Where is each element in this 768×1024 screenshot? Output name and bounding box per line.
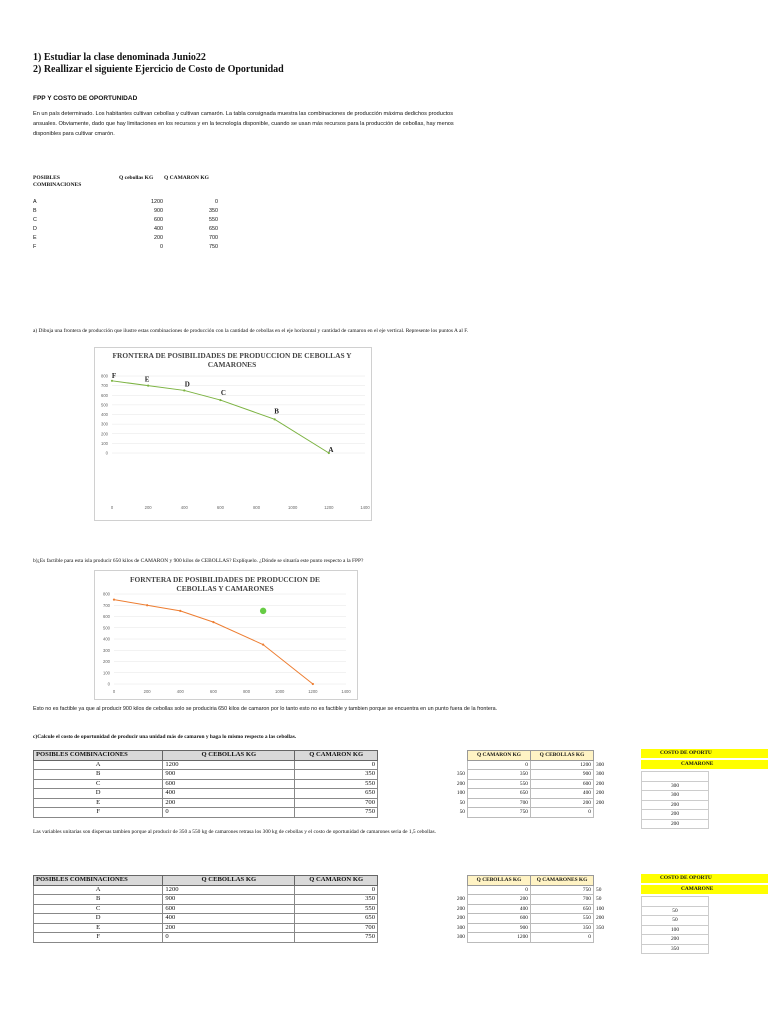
data-point — [312, 683, 314, 685]
cell-diff-right: 300 — [596, 771, 605, 778]
point-label: B — [274, 407, 279, 416]
question-b: b)¿Es factible para esta isla producir 650 kilos de CAMARON y 900 kilos de CEBOLLAS? Explíquelo. ¿Dónde se situaría este punto respecto a la FPP? — [33, 558, 364, 564]
cell-cebollas: 0 — [163, 808, 295, 818]
y-tick-label: 500 — [101, 402, 108, 408]
cell-camaron: 0 — [295, 885, 378, 895]
costo-2-table — [641, 896, 709, 954]
table-row — [34, 808, 378, 818]
y-tick-label: 300 — [101, 421, 108, 427]
cell-diff-left: 200 — [456, 905, 465, 912]
table-row — [34, 904, 378, 914]
point-label: F — [111, 371, 117, 380]
combo-header-cebollas: Q cebollas KG — [119, 175, 154, 181]
cell-diff-right: 200 — [596, 780, 605, 787]
table-2-header-camaron: Q CAMARON KG — [295, 876, 378, 886]
cell-combinacion: D — [34, 914, 163, 924]
table-row — [449, 789, 612, 799]
combo-row-label: B — [33, 208, 37, 214]
cell-diff-right — [594, 808, 613, 818]
cell-value-a: 650 — [468, 789, 531, 799]
point-label: A — [328, 446, 334, 454]
cell-value-b: 1200 — [531, 760, 594, 770]
table-row — [642, 800, 709, 810]
costo-1-title: COSTO DE OPORTU — [641, 749, 768, 758]
point-label: C — [220, 389, 226, 398]
combo-row-cebollas: 200 — [154, 235, 163, 241]
cell-value-a: 900 — [468, 923, 531, 933]
cell-value-a: 200 — [468, 895, 531, 905]
cell-camaron: 650 — [295, 789, 378, 799]
cell-camaron: 650 — [295, 914, 378, 924]
instruction-2: 2) Reallizar el siguiente Ejercicio de Costo de Oportunidad — [33, 64, 284, 75]
cell-value-a: 0 — [468, 885, 531, 895]
cell-combinacion: C — [34, 779, 163, 789]
y-tick-label: 600 — [101, 392, 108, 398]
cell-cebollas: 200 — [163, 923, 295, 933]
x-tick-label: 800 — [243, 689, 251, 694]
table-row — [449, 904, 612, 914]
y-tick-label: 100 — [101, 440, 108, 446]
point-label: D — [184, 380, 190, 389]
cell-cebollas: 900 — [163, 770, 295, 780]
y-tick-label: 0 — [107, 681, 110, 687]
combo-row-cebollas: 400 — [154, 226, 163, 232]
table-row — [34, 760, 378, 770]
cell-diff-left: 200 — [456, 915, 465, 922]
data-point — [113, 599, 115, 601]
cell-combinacion: E — [34, 923, 163, 933]
y-tick-label: 200 — [101, 431, 108, 437]
data-point — [146, 604, 148, 606]
cell-diff-left: 50 — [459, 799, 465, 806]
cell-value-b: 0 — [531, 808, 594, 818]
cell-costo: 350 — [642, 944, 709, 954]
table-row — [34, 933, 378, 943]
cell-costo: 300 — [642, 791, 709, 801]
x-tick-label: 1200 — [308, 689, 318, 694]
x-tick-label: 200 — [144, 505, 152, 510]
cell-diff-right: 50 — [596, 886, 602, 893]
cell-value-b: 900 — [531, 770, 594, 780]
cell-costo: 200 — [642, 935, 709, 945]
y-tick-label: 0 — [105, 450, 108, 456]
cell-value-a: 700 — [468, 798, 531, 808]
cell-camaron: 700 — [295, 798, 378, 808]
costo-1-sub: CAMARONE — [641, 760, 768, 769]
combo-header-combinaciones: POSIBLES COMBINACIONES — [33, 175, 82, 188]
y-tick-label: 700 — [101, 383, 108, 389]
table-row — [449, 914, 612, 924]
combo-row-label: E — [33, 235, 37, 241]
table-row — [34, 779, 378, 789]
costo-2-sub: CAMARONE — [641, 885, 768, 894]
y-tick-label: 300 — [103, 647, 110, 653]
cell-camaron: 0 — [295, 760, 378, 770]
cell-value-b: 650 — [531, 904, 594, 914]
cell-diff-right: 200 — [596, 790, 605, 797]
cell-value-a: 350 — [468, 770, 531, 780]
cell-value-b: 700 — [531, 895, 594, 905]
mid-2-header-cebollas: Q CEBOLLAS KG — [468, 876, 531, 886]
y-tick-label: 400 — [101, 412, 108, 417]
combo-row-label: A — [33, 199, 37, 205]
x-tick-label: 1000 — [288, 505, 298, 510]
cell-combinacion: E — [34, 798, 163, 808]
table-row — [449, 895, 612, 905]
costo-2-title: COSTO DE OPORTU — [641, 874, 768, 883]
table-row — [449, 933, 612, 943]
table-row — [449, 798, 612, 808]
table-1-header-camaron: Q CAMARON KG — [295, 751, 378, 761]
x-tick-label: 800 — [253, 505, 261, 510]
cell-diff-left: 200 — [456, 780, 465, 787]
table-row — [642, 906, 709, 916]
cell-diff-right — [594, 933, 613, 943]
cell-value-b: 600 — [531, 779, 594, 789]
cell-value-b: 400 — [531, 789, 594, 799]
cell-cebollas: 0 — [163, 933, 295, 943]
cell-value-b: 350 — [531, 923, 594, 933]
x-tick-label: 0 — [110, 505, 114, 510]
cell-value-b: 200 — [531, 798, 594, 808]
table-row — [449, 760, 612, 770]
data-point — [179, 610, 181, 612]
question-c: c)Calcule el costo de oportunidad de producir una unidad más de camaron y haga lo mismo respecto a las cebollas. — [33, 734, 297, 740]
cell-diff-right: 350 — [596, 924, 605, 931]
combo-row-cebollas: 600 — [154, 217, 163, 223]
table-row — [34, 789, 378, 799]
table-row — [449, 885, 612, 895]
cell-combinacion: F — [34, 933, 163, 943]
mid-table-2 — [449, 875, 612, 943]
table-1-header-combinaciones: POSIBLES COMBINACIONES — [34, 751, 163, 761]
cell-cebollas: 900 — [163, 895, 295, 905]
mid-2-header-camarones: Q CAMARONES KG — [531, 876, 594, 886]
table-row — [34, 798, 378, 808]
cell-combinacion: D — [34, 789, 163, 799]
cell-diff-left: 300 — [456, 934, 465, 941]
intro-paragraph: En un país determinado. Los habitantes cultivan cebollas y cultivan camarón. La tabla consignada muestra las combinaciones de producción máxima dedichos productos ansuales. Obviamente, dado que hay limitaciones en los recursos y en la tecnología disponible, cuando se usan más recursos para la producción de cebollas, hay menos disponibles para cultivar cmarón. — [33, 111, 454, 137]
cell-value-a: 600 — [468, 914, 531, 924]
y-tick-label: 500 — [103, 625, 110, 631]
combo-row-camaron: 700 — [209, 235, 218, 241]
cell-costo: 100 — [642, 925, 709, 935]
table-1-header-cebollas: Q CEBOLLAS KG — [163, 751, 295, 761]
cell-costo: 200 — [642, 819, 709, 829]
cell-diff-right: 50 — [596, 896, 602, 903]
x-tick-label: 200 — [143, 689, 151, 694]
x-tick-label: 1000 — [275, 689, 285, 694]
y-tick-label: 100 — [103, 670, 110, 676]
table-2 — [33, 875, 378, 943]
x-tick-label: 0 — [112, 689, 116, 694]
combo-row-camaron: 550 — [209, 217, 218, 223]
table-row — [642, 944, 709, 954]
combo-row-cebollas: 1200 — [151, 199, 163, 205]
cell-camaron: 350 — [295, 770, 378, 780]
y-tick-label: 700 — [103, 602, 110, 608]
table-2-header-cebollas: Q CEBOLLAS KG — [163, 876, 295, 886]
cell-camaron: 550 — [295, 779, 378, 789]
cell-cebollas: 600 — [163, 904, 295, 914]
table-row — [34, 914, 378, 924]
cell-costo: 50 — [642, 916, 709, 926]
table-row — [449, 808, 612, 818]
table-row — [642, 772, 709, 782]
instruction-1: 1) Estudiar la clase denominada Junio22 — [33, 52, 206, 63]
table-row — [642, 819, 709, 829]
combo-header-camaron: Q CAMARON KG — [164, 175, 209, 181]
y-tick-label: 600 — [103, 614, 110, 619]
cell-costo: 50 — [642, 906, 709, 916]
table-row — [642, 925, 709, 935]
table-1 — [33, 750, 378, 818]
mid-1-header-cebollas: Q CEBOLLAS KG — [531, 751, 594, 761]
data-point — [212, 621, 214, 623]
x-tick-label: 400 — [176, 689, 184, 694]
cell-diff-left: 200 — [456, 896, 465, 903]
cell-value-a: 550 — [468, 779, 531, 789]
cell-costo — [642, 772, 709, 782]
answer-b: Esto no es factible ya que al producir 900 kilos de cebollas solo se produciria 650 kilos de camaron por lo tanto esto no es factible y tambien porque se encuentra en un punto fuera de la frontera. — [33, 706, 498, 712]
series-line — [114, 600, 313, 684]
table-row — [34, 770, 378, 780]
table-row — [642, 781, 709, 791]
combo-row-cebollas: 0 — [160, 244, 163, 250]
x-tick-label: 1400 — [360, 505, 370, 510]
cell-combinacion: B — [34, 895, 163, 905]
combo-row-camaron: 0 — [215, 199, 218, 205]
cell-diff-left — [449, 760, 468, 770]
cell-cebollas: 1200 — [163, 760, 295, 770]
table-row — [642, 810, 709, 820]
cell-value-b: 750 — [531, 885, 594, 895]
combo-row-cebollas: 900 — [154, 208, 163, 214]
combo-row-label: F — [33, 244, 37, 250]
table-row — [34, 885, 378, 895]
table-row — [449, 923, 612, 933]
table-row — [642, 916, 709, 926]
infeasible-point — [260, 608, 266, 614]
cell-combinacion: B — [34, 770, 163, 780]
point-label: E — [144, 375, 150, 384]
cell-camaron: 550 — [295, 904, 378, 914]
combo-row-camaron: 350 — [209, 208, 218, 214]
mid-1-header-camaron: Q CAMARON KG — [468, 751, 531, 761]
combo-row-camaron: 650 — [209, 226, 218, 232]
cell-diff-left — [449, 885, 468, 895]
table-row — [34, 895, 378, 905]
cell-combinacion: A — [34, 760, 163, 770]
cell-diff-right: 200 — [596, 915, 605, 922]
cell-value-a: 0 — [468, 760, 531, 770]
cell-cebollas: 600 — [163, 779, 295, 789]
combo-row-label: C — [33, 217, 37, 223]
mid-table-1 — [449, 750, 612, 818]
cell-value-b: 0 — [531, 933, 594, 943]
x-tick-label: 600 — [216, 505, 224, 510]
x-tick-label: 1400 — [341, 689, 351, 694]
cell-diff-left: 350 — [456, 771, 465, 778]
cell-camaron: 700 — [295, 923, 378, 933]
table-row — [642, 935, 709, 945]
table-row — [642, 897, 709, 907]
x-tick-label: 600 — [209, 689, 217, 694]
table-row — [34, 923, 378, 933]
cell-combinacion: C — [34, 904, 163, 914]
cell-value-a: 1200 — [468, 933, 531, 943]
cell-camaron: 750 — [295, 933, 378, 943]
costo-1-table — [641, 771, 709, 829]
data-point — [262, 644, 264, 646]
cell-costo: 200 — [642, 810, 709, 820]
question-a: a) Dibuja una frontera de producción que ilustre estas combinaciones de producción con la cantidad de cebollas en el eje horizontal y cantidad de camaron en el eje vertical. Represente los puntos A al F. — [33, 328, 469, 334]
cell-camaron: 750 — [295, 808, 378, 818]
x-tick-label: 1200 — [324, 505, 334, 510]
cell-cebollas: 1200 — [163, 885, 295, 895]
section-title: FPP Y COSTO DE OPORTUNIDAD — [33, 95, 138, 102]
cell-diff-left: 300 — [456, 924, 465, 931]
cell-cebollas: 400 — [163, 914, 295, 924]
cell-diff-left: 50 — [459, 809, 465, 816]
cell-camaron: 350 — [295, 895, 378, 905]
cell-cebollas: 200 — [163, 798, 295, 808]
cell-diff-left: 100 — [456, 790, 465, 797]
y-tick-label: 400 — [103, 636, 110, 642]
cell-diff-right: 100 — [596, 905, 605, 912]
cell-combinacion: A — [34, 885, 163, 895]
cell-costo: 300 — [642, 781, 709, 791]
chart-1-title: FRONTERA DE POSIBILIDADES DE PRODUCCION DE CEBOLLAS Y CAMARONES — [112, 351, 352, 369]
cell-costo: 200 — [642, 800, 709, 810]
cell-combinacion: F — [34, 808, 163, 818]
cell-cebollas: 400 — [163, 789, 295, 799]
cell-value-a: 400 — [468, 904, 531, 914]
y-tick-label: 200 — [103, 659, 110, 664]
y-tick-label: 800 — [101, 373, 108, 379]
table-row — [449, 779, 612, 789]
x-tick-label: 400 — [180, 505, 188, 510]
table-2-header-combinaciones: POSIBLES COMBINACIONES — [34, 876, 163, 886]
note-c: Las variables unitarias son dispersas tambien porque al producir de 350 a 550 kg de camarones retrasa los 300 kg de cebollas y el costo de oportunidad de camarones seria de 1,5 cebollas. — [33, 829, 436, 835]
chart-2-title: FORNTERA DE POSIBILIDADES DE PRODUCCION DE CEBOLLAS Y CAMARONES — [130, 575, 320, 593]
cell-diff-right: 200 — [596, 799, 605, 806]
cell-diff-right: 300 — [596, 761, 605, 768]
cell-costo — [642, 897, 709, 907]
combo-row-camaron: 750 — [209, 244, 218, 250]
cell-value-b: 550 — [531, 914, 594, 924]
combo-row-label: D — [33, 226, 37, 232]
table-row — [449, 770, 612, 780]
y-tick-label: 800 — [103, 591, 110, 597]
cell-value-a: 750 — [468, 808, 531, 818]
table-row — [642, 791, 709, 801]
